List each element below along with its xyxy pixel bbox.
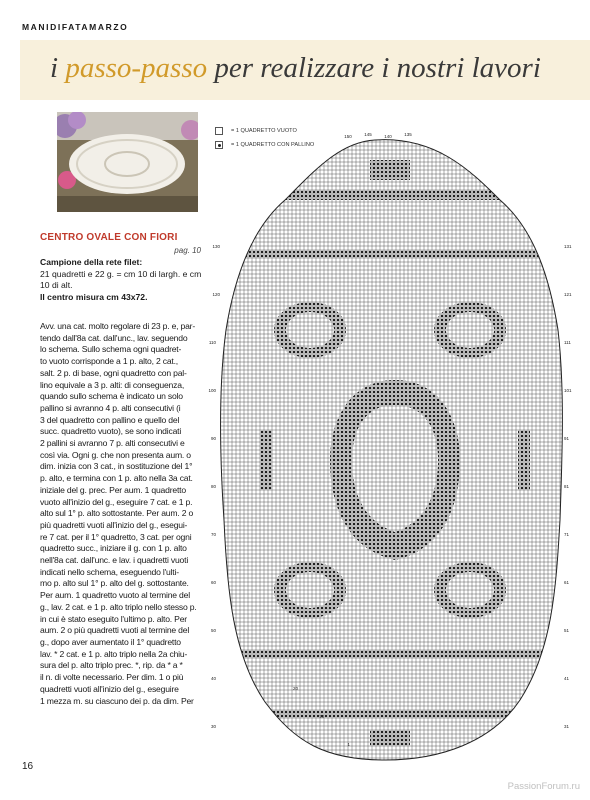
size-text: Il centro misura cm 43x72. bbox=[40, 291, 148, 302]
magazine-header bbox=[22, 22, 128, 32]
row-label-left: 40 bbox=[210, 676, 216, 681]
row-label-bottom: 10 bbox=[318, 714, 324, 719]
row-label-left: 100 bbox=[208, 388, 216, 393]
sample-block bbox=[40, 257, 208, 303]
row-label-left: 110 bbox=[208, 340, 216, 345]
sample-text: 21 quadretti e 22 g. = cm 10 di largh. e cm 10 di alt. bbox=[40, 268, 202, 290]
page-title bbox=[50, 52, 541, 85]
title-suffix: per realizzare i nostri lavori bbox=[207, 52, 541, 84]
page-number: 16 bbox=[22, 761, 34, 772]
row-label-top: 140 bbox=[384, 134, 392, 139]
row-label-left: 60 bbox=[210, 580, 216, 585]
title-prefix: i bbox=[50, 52, 66, 84]
sample-heading: Campione della rete filet: bbox=[40, 257, 143, 267]
row-label-right: 51 bbox=[564, 628, 570, 633]
row-label-right: 31 bbox=[564, 724, 570, 729]
row-label-top: 135 bbox=[404, 132, 412, 137]
row-label-top: 150 bbox=[344, 134, 352, 139]
instructions-text: Avv. una cat. molto regolare di 23 p. e, par- tendo dall'8a cat. dall'unc., lav. seguendo lo schema. Sullo schema ogni quadret- to vuoto corrisponde a 1 p. alto, 2 cat., salt. 2 p. di base, ogni quadretto con pal- lino equivale a 3 p. alti: di conseguenza, quando sullo schema è indicato un solo pallino si avranno 4 p. alti consecutivi (i 3 del quadretto con pallino e quello del succ. quadretto vuoto), se sono indicati 2 pallini si avranno 7 p. alti consecutivi e così via. Ogni g. che non presenta aum. o dim. inizia con 3 cat., in sostituzione del 1° p. alto, e termina con 1 p. alto nella 3a cat. iniziale del g. prec. Per aum. 1 quadretto vuoto all'inizio del g., eseguire 7 cat. e 1 p. alto sul 1° p. alto sottostante. Per aum. 2 o più quadretti vuoti all'inizio del g., esegui- re 7 cat. per il 1° quadretto, 3 cat. per ogni quadretto succ., iniziare il g. con 1 p. alto nell'8a cat. dall'unc. e lav. i quadretti vuoti indicati nello schema, eseguendo l'ulti- mo p. alto sul 1° p. alto del g. sottostante. Per aum. 1 quadretto vuoto al termine del g., lav. 2 cat. e 1 p. alto triplo nello stesso p. in cui è stato eseguito l'ultimo p. alto. Per aum. 2 o più quadretti vuoti al termine del g., dopo aver aumentato il 1° quadretto lav. * 2 cat. e 1 p. alto triplo nella 2a chiu- sura del p. alto triplo prec. *, rip. da * a * il n. di volte necessario. Per dim. 1 o più quadretti vuoti all'inizio del g., eseguire 1 mezza m. su ciascuno dei p. da dim. Per bbox=[40, 321, 197, 706]
doily-photo bbox=[57, 112, 198, 212]
article-title: CENTRO OVALE CON FIORI bbox=[40, 232, 178, 243]
row-label-right: 71 bbox=[564, 532, 570, 537]
row-label-left: 70 bbox=[210, 532, 216, 537]
row-label-left: 80 bbox=[210, 484, 216, 489]
legend-empty-label: = 1 QUADRETTO VUOTO bbox=[231, 128, 297, 134]
row-label-left: 130 bbox=[212, 244, 220, 249]
row-label-left: 50 bbox=[210, 628, 216, 633]
row-label-right: 131 bbox=[564, 244, 572, 249]
row-label-top: 145 bbox=[364, 132, 372, 137]
row-label-left: 90 bbox=[210, 436, 216, 441]
row-label-right: 111 bbox=[564, 340, 571, 345]
title-accent: passo-passo bbox=[65, 52, 208, 84]
row-label-right: 121 bbox=[564, 292, 572, 297]
watermark: PassionForum.ru bbox=[507, 781, 580, 792]
filet-chart bbox=[200, 130, 590, 770]
row-label-right: 41 bbox=[564, 676, 570, 681]
magazine-name: MANIDIFATA bbox=[22, 22, 90, 32]
row-label-bottom: 1 bbox=[347, 742, 350, 747]
row-label-right: 91 bbox=[564, 436, 570, 441]
row-label-right: 61 bbox=[564, 580, 570, 585]
magazine-issue: MARZO bbox=[89, 22, 129, 32]
row-label-left: 30 bbox=[210, 724, 216, 729]
legend-dot-label: = 1 QUADRETTO CON PALLINO bbox=[231, 142, 315, 148]
row-label-right: 81 bbox=[564, 484, 570, 489]
page-reference: pag. 10 bbox=[174, 246, 201, 255]
row-label-right: 101 bbox=[564, 388, 572, 393]
row-label-left: 120 bbox=[212, 292, 220, 297]
row-label-bottom: 20 bbox=[292, 686, 298, 691]
